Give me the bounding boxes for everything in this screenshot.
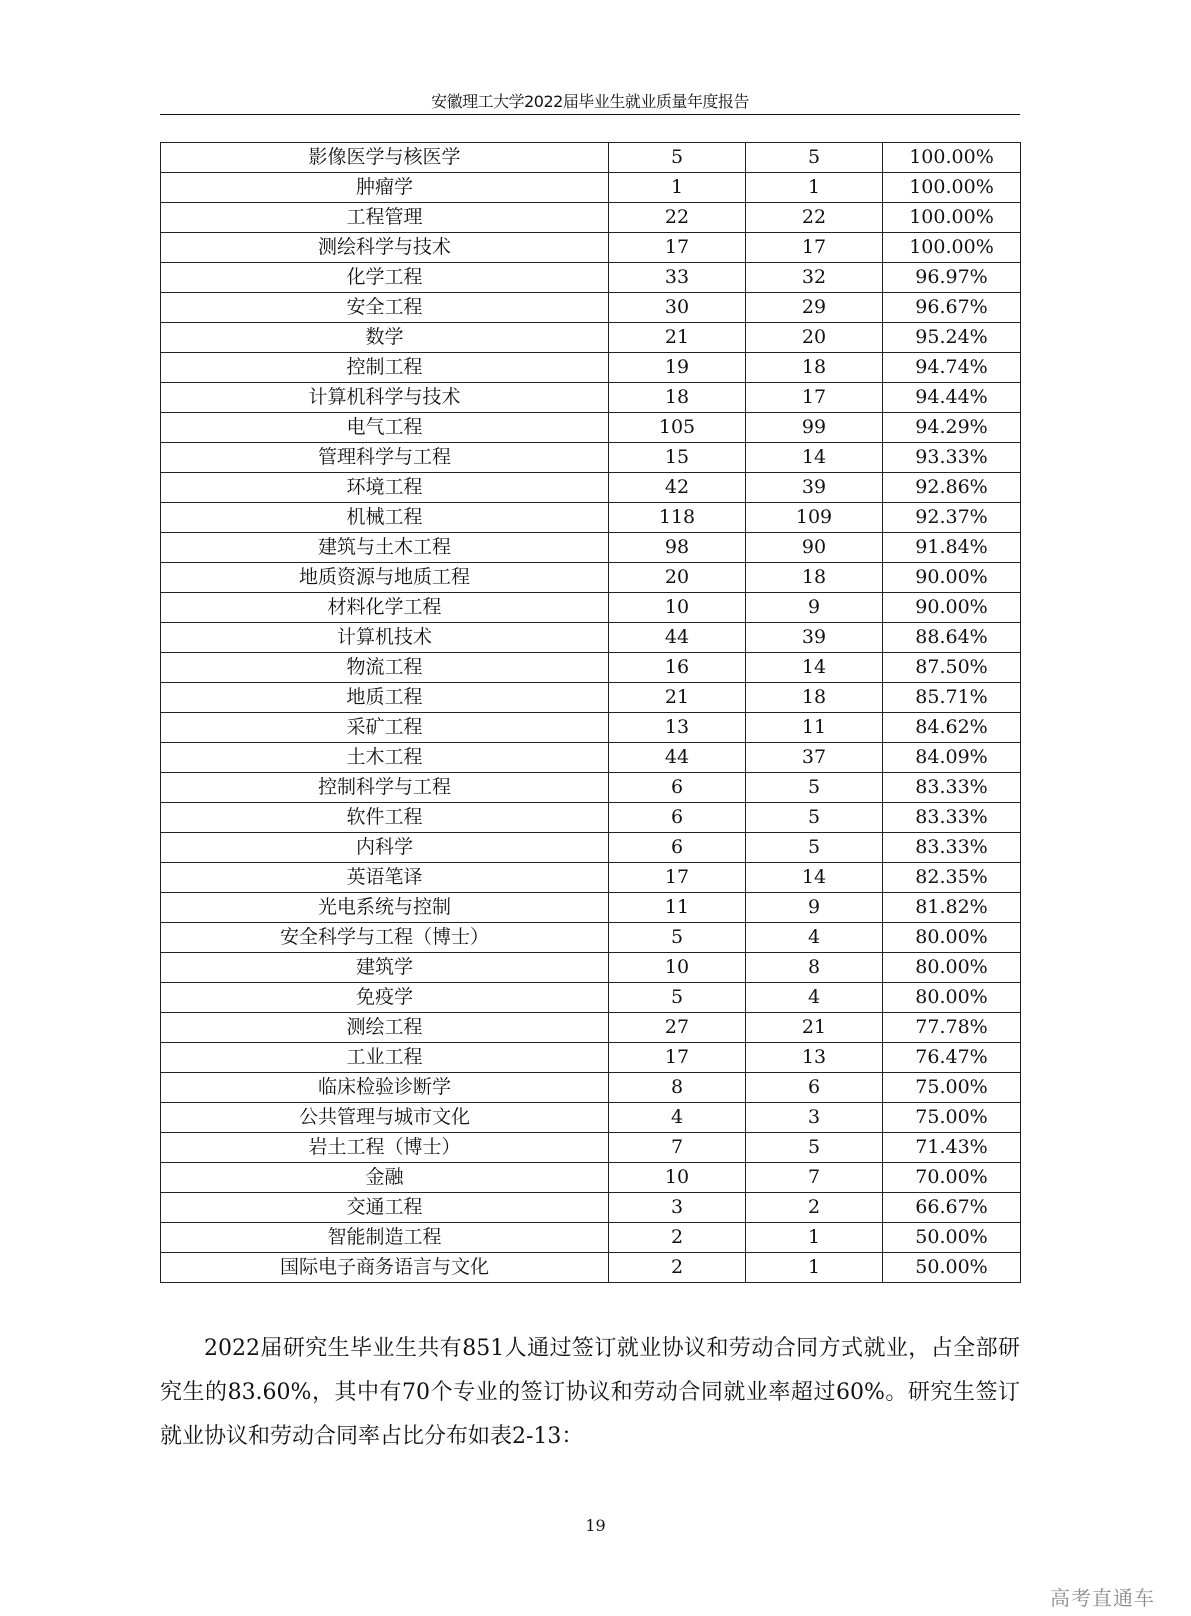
graduates-count-cell: 5 (609, 923, 746, 953)
signed-rate-cell: 76.47% (883, 1043, 1021, 1073)
graduates-count-cell: 17 (609, 1043, 746, 1073)
major-cell: 管理科学与工程 (161, 443, 609, 473)
signed-rate-cell: 82.35% (883, 863, 1021, 893)
signed-count-cell: 14 (746, 653, 883, 683)
employment-rate-table (160, 142, 1021, 1283)
table-row (161, 1103, 1021, 1133)
signed-count-cell: 5 (746, 773, 883, 803)
signed-rate-cell: 90.00% (883, 563, 1021, 593)
signed-rate-cell: 70.00% (883, 1163, 1021, 1193)
signed-rate-cell: 94.74% (883, 353, 1021, 383)
signed-rate-cell: 80.00% (883, 983, 1021, 1013)
major-cell: 临床检验诊断学 (161, 1073, 609, 1103)
header-divider (160, 114, 1020, 115)
table-row (161, 1073, 1021, 1103)
signed-count-cell: 37 (746, 743, 883, 773)
page-number: 19 (585, 1516, 606, 1535)
signed-rate-cell: 95.24% (883, 323, 1021, 353)
signed-count-cell: 29 (746, 293, 883, 323)
table-row (161, 323, 1021, 353)
watermark-text: 高考直通车 (1050, 1586, 1155, 1610)
major-cell: 控制工程 (161, 353, 609, 383)
table-row (161, 1133, 1021, 1163)
table-row (161, 653, 1021, 683)
graduates-count-cell: 2 (609, 1223, 746, 1253)
signed-count-cell: 3 (746, 1103, 883, 1133)
graduates-count-cell: 11 (609, 893, 746, 923)
signed-rate-cell: 96.67% (883, 293, 1021, 323)
graduates-count-cell: 5 (609, 983, 746, 1013)
table-row (161, 1163, 1021, 1193)
table-row (161, 563, 1021, 593)
major-cell: 免疫学 (161, 983, 609, 1013)
signed-count-cell: 14 (746, 443, 883, 473)
signed-rate-cell: 94.29% (883, 413, 1021, 443)
graduates-count-cell: 3 (609, 1193, 746, 1223)
signed-rate-cell: 77.78% (883, 1013, 1021, 1043)
signed-count-cell: 1 (746, 1253, 883, 1283)
major-cell: 土木工程 (161, 743, 609, 773)
signed-count-cell: 1 (746, 1223, 883, 1253)
signed-count-cell: 2 (746, 1193, 883, 1223)
summary-paragraph (160, 1327, 1020, 1459)
major-cell: 测绘工程 (161, 1013, 609, 1043)
major-cell: 电气工程 (161, 413, 609, 443)
major-cell: 岩土工程（博士） (161, 1133, 609, 1163)
major-cell: 化学工程 (161, 263, 609, 293)
signed-count-cell: 1 (746, 173, 883, 203)
table-row (161, 743, 1021, 773)
signed-count-cell: 5 (746, 833, 883, 863)
major-cell: 工业工程 (161, 1043, 609, 1073)
graduates-count-cell: 10 (609, 1163, 746, 1193)
signed-count-cell: 17 (746, 383, 883, 413)
major-cell: 安全工程 (161, 293, 609, 323)
major-cell: 影像医学与核医学 (161, 143, 609, 173)
major-cell: 材料化学工程 (161, 593, 609, 623)
major-cell: 安全科学与工程（博士） (161, 923, 609, 953)
signed-rate-cell: 83.33% (883, 773, 1021, 803)
graduates-count-cell: 1 (609, 173, 746, 203)
signed-rate-cell: 71.43% (883, 1133, 1021, 1163)
major-cell: 环境工程 (161, 473, 609, 503)
major-cell: 金融 (161, 1163, 609, 1193)
major-cell: 公共管理与城市文化 (161, 1103, 609, 1133)
signed-count-cell: 5 (746, 1133, 883, 1163)
major-cell: 交通工程 (161, 1193, 609, 1223)
signed-rate-cell: 50.00% (883, 1253, 1021, 1283)
graduates-count-cell: 98 (609, 533, 746, 563)
signed-count-cell: 9 (746, 593, 883, 623)
table-row (161, 1223, 1021, 1253)
signed-rate-cell: 84.09% (883, 743, 1021, 773)
major-cell: 软件工程 (161, 803, 609, 833)
table-row (161, 263, 1021, 293)
table-row (161, 623, 1021, 653)
major-cell: 建筑学 (161, 953, 609, 983)
table-row (161, 773, 1021, 803)
major-cell: 国际电子商务语言与文化 (161, 1253, 609, 1283)
graduates-count-cell: 16 (609, 653, 746, 683)
major-cell: 地质工程 (161, 683, 609, 713)
signed-rate-cell: 50.00% (883, 1223, 1021, 1253)
table-row (161, 593, 1021, 623)
major-cell: 建筑与土木工程 (161, 533, 609, 563)
signed-count-cell: 9 (746, 893, 883, 923)
signed-rate-cell: 87.50% (883, 653, 1021, 683)
table-body (161, 143, 1021, 1283)
signed-rate-cell: 93.33% (883, 443, 1021, 473)
signed-rate-cell: 85.71% (883, 683, 1021, 713)
signed-count-cell: 99 (746, 413, 883, 443)
major-cell: 测绘科学与技术 (161, 233, 609, 263)
table-row (161, 473, 1021, 503)
signed-rate-cell: 66.67% (883, 1193, 1021, 1223)
graduates-count-cell: 13 (609, 713, 746, 743)
signed-rate-cell: 92.37% (883, 503, 1021, 533)
signed-count-cell: 32 (746, 263, 883, 293)
signed-count-cell: 8 (746, 953, 883, 983)
major-cell: 采矿工程 (161, 713, 609, 743)
signed-rate-cell: 81.82% (883, 893, 1021, 923)
graduates-count-cell: 4 (609, 1103, 746, 1133)
major-cell: 物流工程 (161, 653, 609, 683)
signed-count-cell: 39 (746, 473, 883, 503)
signed-rate-cell: 83.33% (883, 833, 1021, 863)
signed-count-cell: 109 (746, 503, 883, 533)
major-cell: 计算机技术 (161, 623, 609, 653)
major-cell: 英语笔译 (161, 863, 609, 893)
major-cell: 机械工程 (161, 503, 609, 533)
table-row (161, 803, 1021, 833)
major-cell: 肿瘤学 (161, 173, 609, 203)
signed-count-cell: 5 (746, 143, 883, 173)
graduates-count-cell: 15 (609, 443, 746, 473)
report-header-title: 安徽理工大学2022届毕业生就业质量年度报告 (431, 92, 749, 111)
graduates-count-cell: 22 (609, 203, 746, 233)
signed-rate-cell: 88.64% (883, 623, 1021, 653)
table-row (161, 1193, 1021, 1223)
graduates-count-cell: 105 (609, 413, 746, 443)
major-cell: 计算机科学与技术 (161, 383, 609, 413)
table-row (161, 233, 1021, 263)
signed-rate-cell: 80.00% (883, 953, 1021, 983)
table-row (161, 1013, 1021, 1043)
signed-count-cell: 7 (746, 1163, 883, 1193)
signed-count-cell: 17 (746, 233, 883, 263)
graduates-count-cell: 6 (609, 803, 746, 833)
table-row (161, 443, 1021, 473)
table-row (161, 1253, 1021, 1283)
signed-rate-cell: 75.00% (883, 1073, 1021, 1103)
signed-count-cell: 4 (746, 983, 883, 1013)
table-row (161, 983, 1021, 1013)
graduates-count-cell: 17 (609, 233, 746, 263)
signed-count-cell: 6 (746, 1073, 883, 1103)
signed-count-cell: 21 (746, 1013, 883, 1043)
signed-rate-cell: 90.00% (883, 593, 1021, 623)
table-row (161, 203, 1021, 233)
signed-rate-cell: 91.84% (883, 533, 1021, 563)
summary-paragraph-text: 2022届研究生毕业生共有851人通过签订就业协议和劳动合同方式就业，占全部研究生的83.60%，其中有70个专业的签订协议和劳动合同就业率超过60%。研究生签订就业协议和劳动合同率占比分布如表2-13： (160, 1336, 1020, 1449)
graduates-count-cell: 7 (609, 1133, 746, 1163)
graduates-count-cell: 8 (609, 1073, 746, 1103)
graduates-count-cell: 27 (609, 1013, 746, 1043)
graduates-count-cell: 44 (609, 623, 746, 653)
signed-count-cell: 13 (746, 1043, 883, 1073)
signed-rate-cell: 84.62% (883, 713, 1021, 743)
major-cell: 智能制造工程 (161, 1223, 609, 1253)
table-row (161, 923, 1021, 953)
signed-rate-cell: 92.86% (883, 473, 1021, 503)
graduates-count-cell: 6 (609, 773, 746, 803)
major-cell: 工程管理 (161, 203, 609, 233)
signed-count-cell: 90 (746, 533, 883, 563)
graduates-count-cell: 42 (609, 473, 746, 503)
graduates-count-cell: 118 (609, 503, 746, 533)
graduates-count-cell: 21 (609, 683, 746, 713)
table-row (161, 173, 1021, 203)
table-row (161, 413, 1021, 443)
signed-rate-cell: 100.00% (883, 143, 1021, 173)
table-row (161, 833, 1021, 863)
signed-count-cell: 4 (746, 923, 883, 953)
graduates-count-cell: 6 (609, 833, 746, 863)
signed-rate-cell: 75.00% (883, 1103, 1021, 1133)
signed-count-cell: 39 (746, 623, 883, 653)
table-row (161, 953, 1021, 983)
signed-rate-cell: 100.00% (883, 173, 1021, 203)
signed-count-cell: 18 (746, 563, 883, 593)
table-row (161, 383, 1021, 413)
signed-rate-cell: 100.00% (883, 203, 1021, 233)
graduates-count-cell: 21 (609, 323, 746, 353)
signed-rate-cell: 100.00% (883, 233, 1021, 263)
signed-rate-cell: 80.00% (883, 923, 1021, 953)
table-row (161, 683, 1021, 713)
graduates-count-cell: 17 (609, 863, 746, 893)
table-row (161, 1043, 1021, 1073)
table-row (161, 713, 1021, 743)
signed-count-cell: 5 (746, 803, 883, 833)
table-row (161, 893, 1021, 923)
table-row (161, 353, 1021, 383)
signed-count-cell: 14 (746, 863, 883, 893)
major-cell: 光电系统与控制 (161, 893, 609, 923)
graduates-count-cell: 20 (609, 563, 746, 593)
graduates-count-cell: 18 (609, 383, 746, 413)
graduates-count-cell: 44 (609, 743, 746, 773)
graduates-count-cell: 30 (609, 293, 746, 323)
table-row (161, 533, 1021, 563)
graduates-count-cell: 5 (609, 143, 746, 173)
major-cell: 控制科学与工程 (161, 773, 609, 803)
major-cell: 内科学 (161, 833, 609, 863)
signed-rate-cell: 83.33% (883, 803, 1021, 833)
signed-count-cell: 11 (746, 713, 883, 743)
graduates-count-cell: 10 (609, 953, 746, 983)
graduates-count-cell: 19 (609, 353, 746, 383)
signed-rate-cell: 94.44% (883, 383, 1021, 413)
signed-rate-cell: 96.97% (883, 263, 1021, 293)
signed-count-cell: 18 (746, 683, 883, 713)
table-row (161, 863, 1021, 893)
graduates-count-cell: 10 (609, 593, 746, 623)
signed-count-cell: 20 (746, 323, 883, 353)
table-row (161, 293, 1021, 323)
signed-count-cell: 22 (746, 203, 883, 233)
table-row (161, 143, 1021, 173)
table-row (161, 503, 1021, 533)
graduates-count-cell: 2 (609, 1253, 746, 1283)
signed-count-cell: 18 (746, 353, 883, 383)
major-cell: 数学 (161, 323, 609, 353)
graduates-count-cell: 33 (609, 263, 746, 293)
major-cell: 地质资源与地质工程 (161, 563, 609, 593)
